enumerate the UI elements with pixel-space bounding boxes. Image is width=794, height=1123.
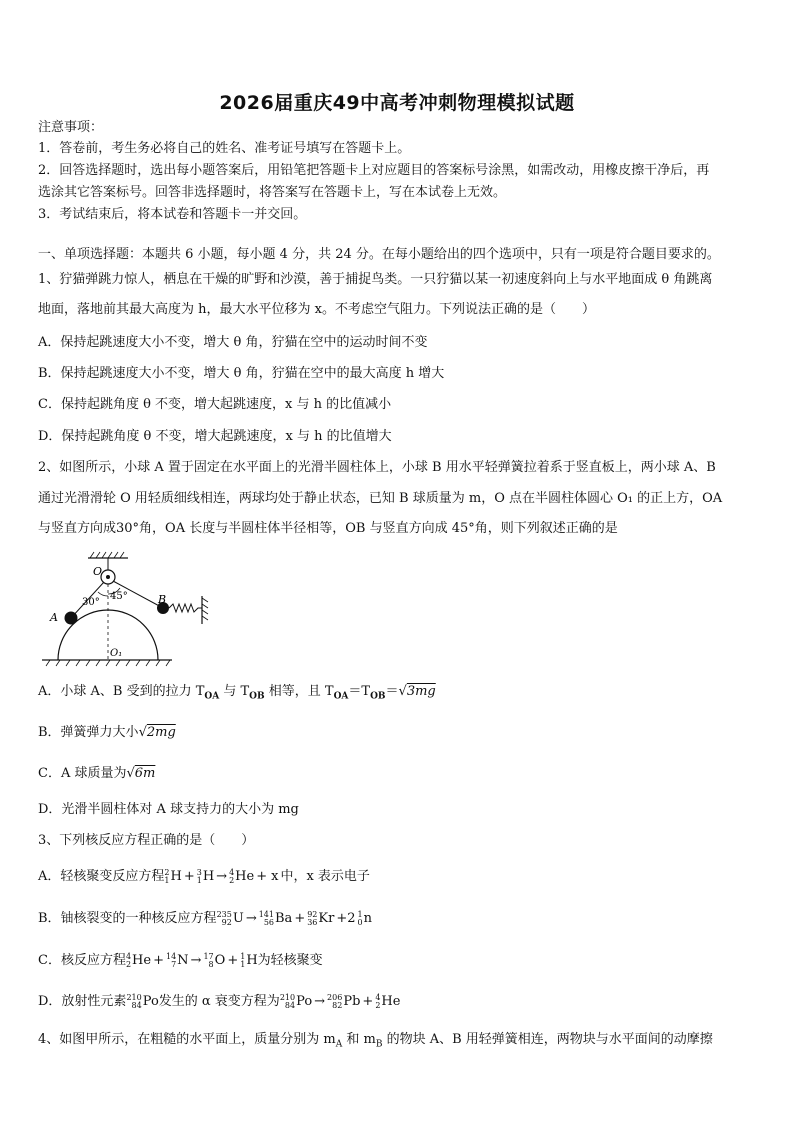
q4-text-2: 和 m bbox=[342, 1032, 376, 1047]
q1-option-c: C．保持起跳角度 θ 不变，增大起跳速度，x 与 h 的比值减小 bbox=[38, 397, 392, 412]
q2-a-value: 3mg bbox=[406, 684, 436, 699]
q1-option-a: A．保持起跳速度大小不变，增大 θ 角，狞猫在空中的运动时间不变 bbox=[38, 335, 428, 350]
q4-text-1: 4、如图甲所示，在粗糙的水平面上，质量分别为 m bbox=[38, 1032, 336, 1047]
label-b: B bbox=[158, 593, 167, 606]
section-heading: 一、单项选择题：本题共 6 小题，每小题 4 分，共 24 分。在每小题给出的四个选项中，只有一项是符合题目要求的。 bbox=[38, 247, 720, 262]
label-a: A bbox=[50, 611, 58, 624]
q2-figure bbox=[38, 548, 218, 670]
label-o: O bbox=[93, 565, 103, 578]
equation-operator: + bbox=[227, 953, 239, 968]
label-angle-30: 30° bbox=[82, 597, 100, 608]
q1-stem-2: 地面，落地前其最大高度为 h，最大水平位移为 x。不考虑空气阻力。下列说法正确的是（ ） bbox=[38, 302, 595, 317]
nuclide: 235 92 U bbox=[216, 909, 244, 927]
q2-stem-3: 与竖直方向成30°角，OA 长度与半圆柱体半径相等，OB 与竖直方向成 45°角，则下列叙述正确的是 bbox=[38, 521, 618, 536]
q3-a-text-2: 中，x 表示电子 bbox=[280, 869, 370, 884]
q2-c-text: C．A 球质量为 bbox=[38, 766, 127, 781]
notice-item-2: 2．回答选择题时，选出每小题答案后，用铅笔把答题卡上对应题目的答案标号涂黑，如需改动，用橡皮擦干净后，再 bbox=[38, 163, 710, 178]
q3-option-c bbox=[38, 952, 758, 970]
q2-b-text: B．弹簧弹力大小 bbox=[38, 725, 139, 740]
q2-a-text-5: ＝ bbox=[385, 684, 399, 699]
equation-operator: + bbox=[183, 869, 195, 884]
nuclide: 1 0 n bbox=[357, 909, 372, 927]
q2-option-d: D．光滑半圆柱体对 A 球支持力的大小为 mg bbox=[38, 802, 299, 817]
nuclide: 4 2 He bbox=[125, 951, 152, 969]
q2-a-text-4: ＝T bbox=[348, 684, 371, 699]
equation-operator: + bbox=[294, 911, 306, 926]
ball-a bbox=[65, 612, 78, 625]
ground-hatch bbox=[46, 660, 170, 666]
q3-stem: 3、下列核反应方程正确的是（ ） bbox=[38, 833, 255, 848]
sqrt-icon: √ bbox=[126, 766, 135, 781]
q2-a-text-2: 与 T bbox=[219, 684, 250, 699]
q3-a-equation bbox=[164, 869, 280, 884]
q2-a-sub-oa: OA bbox=[204, 691, 220, 702]
label-o1: O₁ bbox=[110, 648, 123, 659]
q4-text-3: 的物块 A、B 用轻弹簧相连，两物块与水平面间的动摩擦 bbox=[382, 1032, 713, 1047]
q2-stem-1: 2、如图所示，小球 A 置于固定在水平面上的光滑半圆柱体上，小球 B 用水平轻弹簧拉着系于竖直板上，两小球 A、B bbox=[38, 460, 716, 475]
q3-d-equation bbox=[280, 994, 401, 1009]
notice-heading: 注意事项： bbox=[38, 120, 104, 135]
nuclide: 3 1 H bbox=[196, 867, 215, 885]
q3-d-text-2: 发生的 α 衰变方程为 bbox=[158, 994, 280, 1009]
nuclide: 17 8 O bbox=[203, 951, 226, 969]
angle-arc-30 bbox=[98, 592, 108, 596]
ceiling-hatch bbox=[90, 552, 124, 558]
sqrt-icon: √ bbox=[398, 684, 407, 699]
equation-operator: → bbox=[245, 911, 257, 926]
equation-operator: +2 bbox=[336, 911, 356, 926]
notice-item-2-cont: 选涂其它答案标号。回答非选择题时，将答案写在答题卡上，写在本试卷上无效。 bbox=[38, 185, 507, 200]
equation-operator: → bbox=[314, 994, 326, 1009]
notice-item-1: 1．答卷前，考生务必将自己的姓名、准考证号填写在答题卡上。 bbox=[38, 141, 411, 156]
equation-operator: + bbox=[153, 953, 164, 968]
q4-sub-b: B bbox=[375, 1039, 383, 1050]
q2-c-value: 6m bbox=[134, 766, 156, 781]
q2-option-a bbox=[38, 683, 758, 706]
nuclide: 141 56 Ba bbox=[258, 909, 293, 927]
q3-option-b bbox=[38, 910, 758, 928]
nuclide: 14 7 N bbox=[165, 951, 189, 969]
label-angle-45: 45° bbox=[110, 591, 128, 602]
q3-c-equation bbox=[126, 953, 258, 968]
q2-a-sub-ob: OB bbox=[249, 691, 265, 702]
notice-item-3: 3．考试结束后，将本试卷和答题卡一并交回。 bbox=[38, 207, 307, 222]
q3-c-text: C．核反应方程 bbox=[38, 953, 126, 968]
equation-operator: + bbox=[256, 869, 268, 884]
q2-option-c bbox=[38, 765, 758, 783]
q3-b-equation bbox=[217, 911, 372, 926]
q2-stem-2: 通过光滑滑轮 O 用轻质细线相连，两球均处于静止状态，已知 B 球质量为 m，O 点在半圆柱体圆心 O₁ 的正上方，OA bbox=[38, 491, 723, 506]
nuclide: 206 82 Pb bbox=[327, 992, 361, 1010]
q3-d-element bbox=[126, 994, 158, 1009]
nuclide: 4 2 He bbox=[229, 867, 255, 885]
equation-operator: → bbox=[190, 953, 202, 968]
q2-a-sub-ob-2: OB bbox=[370, 691, 386, 702]
equation-operator: + bbox=[362, 994, 374, 1009]
q2-a-sub-oa-2: OA bbox=[333, 691, 349, 702]
nuclide: 4 2 He bbox=[375, 992, 401, 1010]
q4-stem bbox=[38, 1031, 758, 1054]
nuclide: 210 84 Po bbox=[126, 992, 159, 1010]
nuclide: 2 1 H bbox=[164, 867, 182, 885]
q1-stem-1: 1、狞猫弹跳力惊人，栖息在干燥的旷野和沙漠，善于捕捉鸟类。一只狞猫以某一初速度斜向上与水平地面成 θ 角跳离 bbox=[38, 272, 713, 287]
sqrt-icon: √ bbox=[138, 725, 147, 740]
q1-option-d: D．保持起跳角度 θ 不变，增大起跳速度，x 与 h 的比值增大 bbox=[38, 429, 392, 444]
q2-a-text-1: A．小球 A、B 受到的拉力 T bbox=[38, 684, 205, 699]
q3-d-text: D．放射性元素 bbox=[38, 994, 127, 1009]
q1-option-b: B．保持起跳速度大小不变，增大 θ 角，狞猫在空中的最大高度 h 增大 bbox=[38, 366, 445, 381]
page-title: 2026届重庆49中高考冲刺物理模拟试题 bbox=[219, 92, 575, 114]
q3-a-text: A．轻核聚变反应方程 bbox=[38, 869, 165, 884]
q3-option-d bbox=[38, 993, 758, 1011]
q3-c-text-2: 为轻核聚变 bbox=[257, 953, 323, 968]
nuclide: 92 36 Kr bbox=[307, 909, 335, 927]
q2-b-value: 2mg bbox=[146, 725, 176, 740]
q3-option-a bbox=[38, 868, 758, 886]
q3-b-text: B．铀核裂变的一种核反应方程 bbox=[38, 911, 217, 926]
q2-a-text-3: 相等，且 T bbox=[264, 684, 334, 699]
spring bbox=[169, 604, 202, 612]
equation-operator: x bbox=[271, 869, 279, 884]
q2-option-b bbox=[38, 724, 758, 742]
q4-sub-a: A bbox=[335, 1039, 343, 1050]
equation-operator: → bbox=[216, 869, 228, 884]
nuclide: 1 1 H bbox=[240, 951, 258, 969]
nuclide: 210 84 Po bbox=[279, 992, 313, 1010]
wall-hatch bbox=[202, 598, 208, 620]
